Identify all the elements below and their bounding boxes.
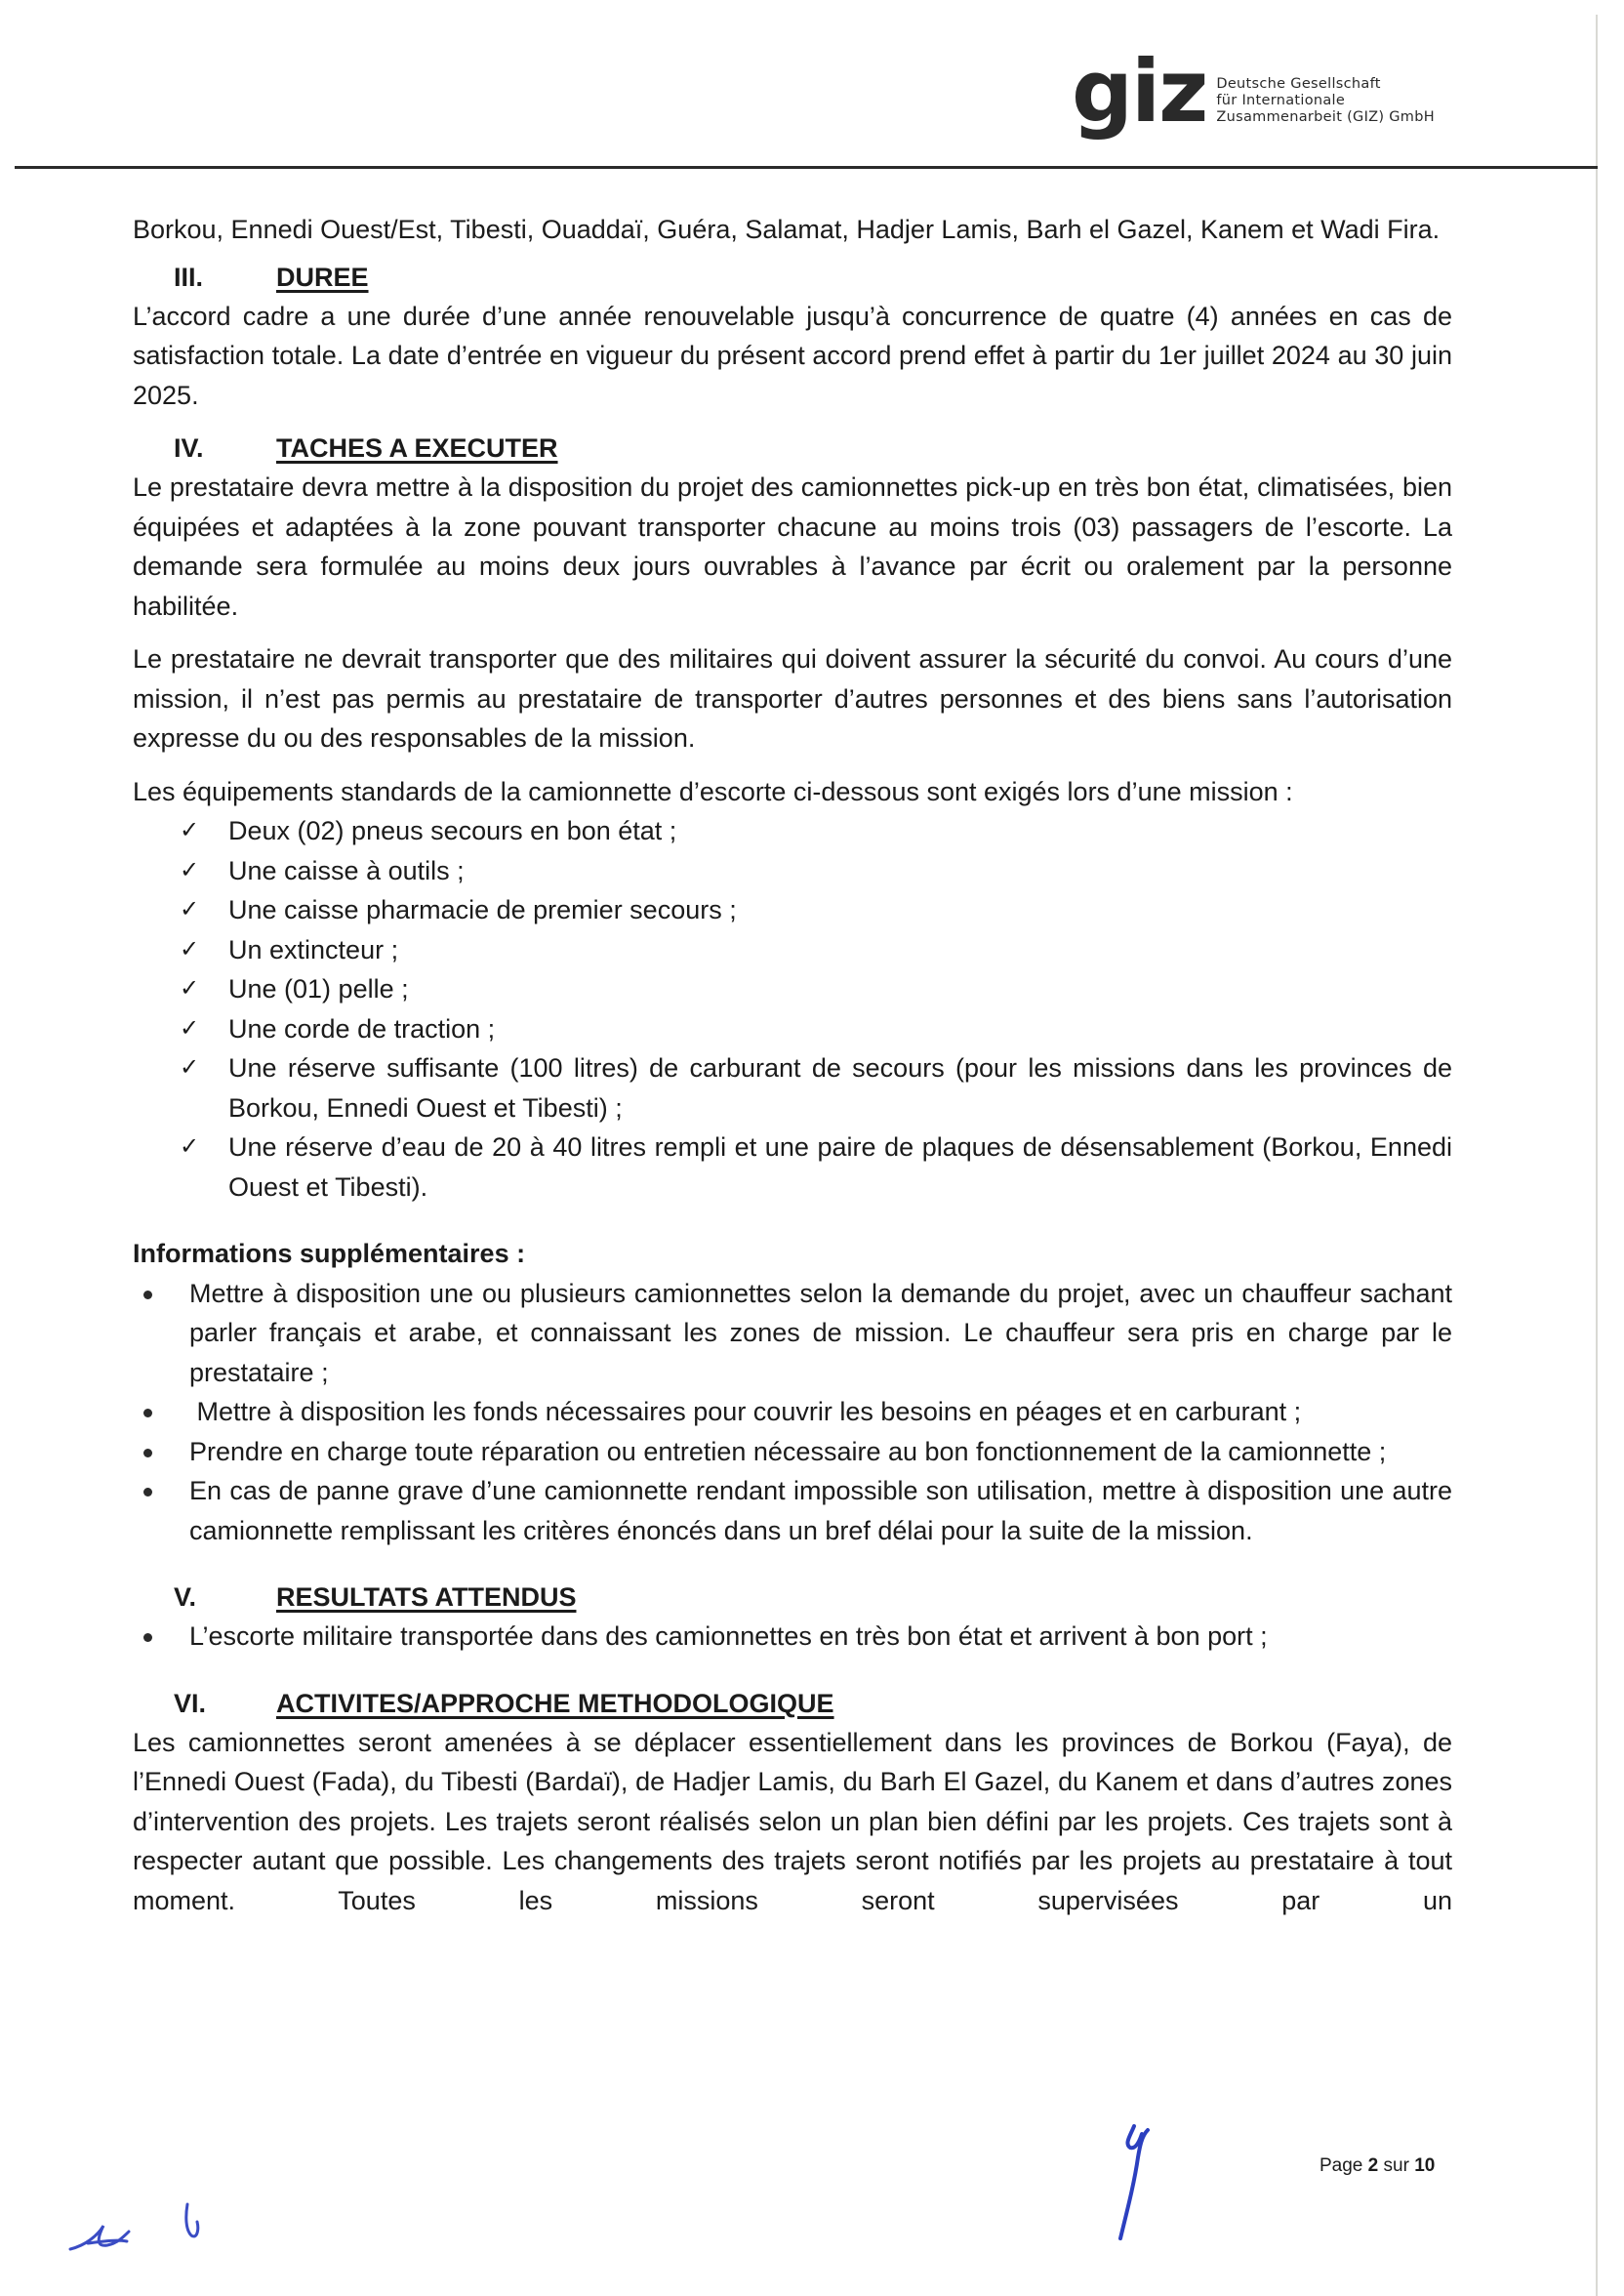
checkmark-icon: ✓	[180, 1054, 200, 1081]
checkmark-icon: ✓	[180, 1014, 200, 1042]
checkmark-icon: ✓	[180, 975, 200, 1002]
checkmark-icon: ✓	[180, 817, 200, 843]
section-title: DUREE	[276, 262, 369, 292]
section-title: TACHES A EXECUTER	[276, 433, 558, 463]
checkmark-icon: ✓	[180, 856, 200, 883]
list-item: En cas de panne grave d’une camionnette rendant impossible son utilisation, mettre à disposition une autre camionnette remplissant les critères énoncés dans un bref délai pour la suite de la mission.	[133, 1471, 1452, 1550]
bullet-icon	[133, 1274, 189, 1393]
equipment-list	[133, 811, 1452, 1207]
document-body	[133, 210, 1452, 1920]
list-item: Mettre à disposition les fonds nécessaires pour couvrir les besoins en péages et en carburant ;	[133, 1392, 1452, 1432]
list-item: ✓ Un extincteur ;	[133, 930, 1452, 970]
taches-paragraph-1: Le prestataire devra mettre à la disposition du projet des camionnettes pick-up en très bon état, climatisées, bien équipées et adaptées à la zone pouvant transporter chacune au moins trois (03) passagers de l’escorte. La demande sera formulée au moins deux jours ouvrables à l’avance par écrit ou oralement par la personne habilitée.	[133, 472, 1452, 621]
section-heading-duree	[133, 258, 1452, 297]
giz-logo-tagline	[1216, 76, 1435, 126]
list-item: ✓ Une réserve suffisante (100 litres) de carburant de secours (pour les missions dans les provinces de Borkou, Ennedi Ouest et Tibesti) ;	[133, 1048, 1452, 1128]
tagline-line-3: Zusammenarbeit (GIZ) GmbH	[1216, 109, 1435, 125]
list-item: ✓ Une caisse pharmacie de premier secours ;	[133, 890, 1452, 930]
section-title: RESULTATS ATTENDUS	[276, 1582, 577, 1612]
tagline-line-2: für Internationale	[1216, 93, 1346, 108]
signature-initial-icon	[1113, 2107, 1171, 2243]
list-item: ✓ Deux (02) pneus secours en bon état ;	[133, 811, 1452, 851]
page-number: Page 2 sur 10	[1320, 2155, 1436, 2176]
activites-paragraph: Les camionnettes seront amenées à se déplacer essentiellement dans les provinces de Borkou (Faya), de l’Ennedi Ouest (Fada), du Tibesti (Bardaï), de Hadjer Lamis, du Barh El Gazel, du Kanem et dans d’autres zones d’intervention des projets. Les trajets seront réalisés selon un plan bien défini par les projets. Ces trajets sont à respecter autant que possible. Les changements des trajets seront notifiés par les projets au prestataire à tout moment. Toutes les missions seront supervisées par un	[133, 1727, 1452, 1915]
tagline-line-1: Deutsche Gesellschaft	[1216, 76, 1381, 92]
taches-paragraph-3: Les équipements standards de la camionnette d’escorte ci-dessous sont exigés lors d’une mission :	[133, 776, 1293, 806]
checkmark-icon: ✓	[180, 1133, 200, 1160]
checkmark-icon: ✓	[180, 896, 200, 922]
document-header	[0, 0, 1624, 176]
list-item: ✓ Une (01) pelle ;	[133, 969, 1452, 1009]
initials-mark-2-icon	[178, 2200, 207, 2249]
duree-paragraph: L’accord cadre a une durée d’une année renouvelable jusqu’à concurrence de quatre (4) années en cas de satisfaction totale. La date d’entrée en vigueur du présent accord prend effet à partir du 1er juillet 2024 au 30 juin 2025.	[133, 301, 1452, 410]
section-number: VI.	[174, 1688, 207, 1718]
page-edge	[1596, 15, 1598, 2296]
list-item: Mettre à disposition une ou plusieurs camionnettes selon la demande du projet, avec un chauffeur sachant parler français et arabe, et connaissant les zones de mission. Le chauffeur sera pris en charge par le prestataire ;	[133, 1274, 1452, 1393]
bullet-icon	[133, 1471, 189, 1550]
initials-mark-icon	[68, 2216, 146, 2255]
section-heading-resultats	[133, 1578, 1452, 1617]
page-current: 2	[1367, 2155, 1379, 2176]
info-heading: Informations supplémentaires :	[133, 1239, 526, 1268]
section-title: ACTIVITES/APPROCHE METHODOLOGIQUE	[276, 1688, 834, 1718]
section-number: III.	[174, 262, 204, 292]
section-number: IV.	[174, 433, 204, 463]
bullet-icon	[133, 1392, 189, 1432]
bullet-icon	[133, 1617, 189, 1657]
page-total: 10	[1414, 2155, 1436, 2176]
info-list	[133, 1274, 1452, 1551]
giz-logo-mark: giz	[1072, 41, 1207, 142]
list-item: ✓ Une corde de traction ;	[133, 1009, 1452, 1049]
giz-logo	[1072, 41, 1435, 142]
section-heading-activites	[133, 1684, 1452, 1723]
section-number: V.	[174, 1582, 197, 1612]
continued-paragraph: Borkou, Ennedi Ouest/Est, Tibesti, Ouaddaï, Guéra, Salamat, Hadjer Lamis, Barh el Gazel, Kanem et Wadi Fira.	[133, 215, 1441, 244]
list-item: ✓ Une caisse à outils ;	[133, 851, 1452, 891]
resultats-list	[133, 1617, 1452, 1657]
bullet-icon	[133, 1432, 189, 1472]
header-rule	[15, 166, 1598, 169]
list-item: L’escorte militaire transportée dans des camionnettes en très bon état et arrivent à bon port ;	[133, 1617, 1452, 1657]
checkmark-icon: ✓	[180, 935, 200, 963]
list-item: Prendre en charge toute réparation ou entretien nécessaire au bon fonctionnement de la camionnette ;	[133, 1432, 1452, 1472]
list-item: ✓ Une réserve d’eau de 20 à 40 litres rempli et une paire de plaques de désensablement (Borkou, Ennedi Ouest et Tibesti).	[133, 1128, 1452, 1207]
taches-paragraph-2: Le prestataire ne devrait transporter que des militaires qui doivent assurer la sécurité du convoi. Au cours d’une mission, il n’est pas permis au prestataire de transporter d’autres personnes et des biens sans l’autorisation expresse du ou des responsables de la mission.	[133, 644, 1452, 753]
section-heading-taches	[133, 429, 1452, 468]
